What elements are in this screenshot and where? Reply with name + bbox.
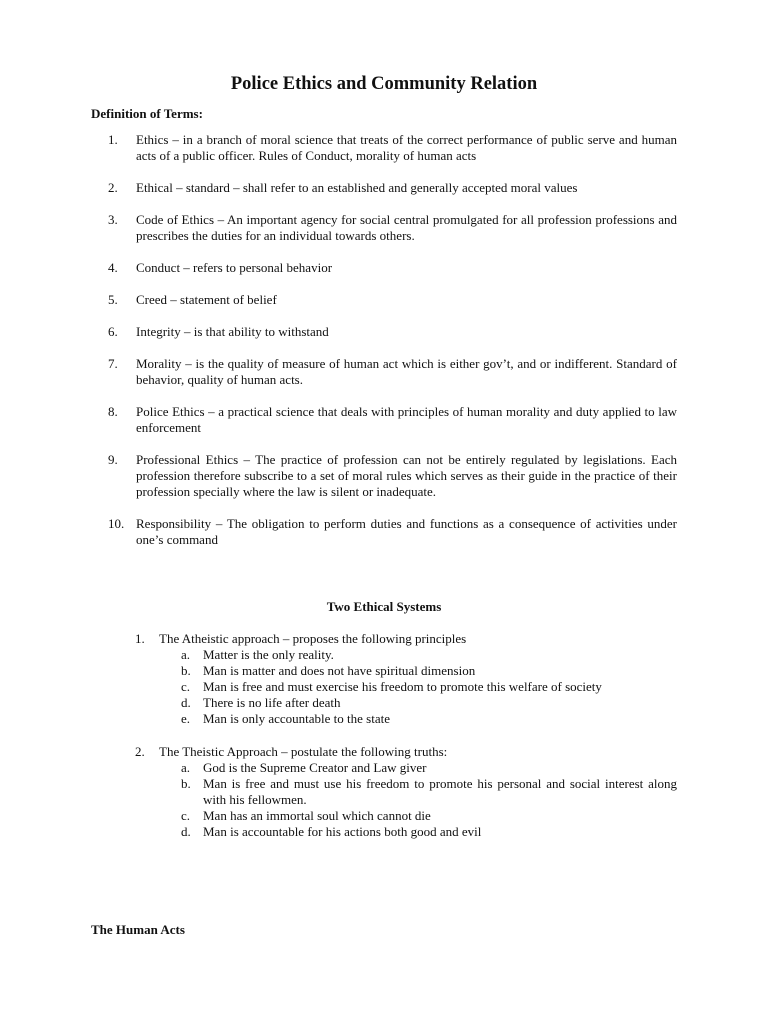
definition-item xyxy=(0,404,768,436)
theistic-system xyxy=(0,744,768,840)
list-item xyxy=(0,776,768,808)
principles-list xyxy=(0,647,768,727)
definition-number: 6. xyxy=(108,324,118,339)
definition-item xyxy=(0,516,768,548)
definitions-heading: Definition of Terms: xyxy=(91,106,203,121)
definition-text: Professional Ethics – The practice of profession can not be entirely regulated by legislations. Each profession therefore subscribe to a set of moral rules which serves as their guide in the practice of their profession specially where the law is silent or inadequate. xyxy=(136,452,677,499)
system-text: The Atheistic approach – proposes the following principles xyxy=(159,631,467,646)
item-text: Matter is the only reality. xyxy=(203,647,334,662)
item-letter: e. xyxy=(181,711,191,726)
item-text: Man is only accountable to the state xyxy=(203,711,391,726)
definition-text: Morality – is the quality of measure of human act which is either gov’t, and or indifferent. Standard of behavior, quality of human acts. xyxy=(136,356,677,387)
system-line xyxy=(0,631,768,647)
system-number: 2. xyxy=(135,744,145,759)
definition-item xyxy=(0,212,768,244)
definition-text: Integrity – is that ability to withstand xyxy=(136,324,329,339)
system-number: 1. xyxy=(135,631,145,646)
item-text: Man is matter and does not have spiritual dimension xyxy=(203,663,476,678)
definition-item xyxy=(0,324,768,340)
definition-number: 4. xyxy=(108,260,118,275)
definition-text: Ethics – in a branch of moral science that treats of the correct performance of public serve and human acts of a public officer. Rules of Conduct, morality of human acts xyxy=(136,132,677,163)
item-letter: c. xyxy=(181,808,191,823)
definition-number: 2. xyxy=(108,180,118,195)
system-text: The Theistic Approach – postulate the following truths: xyxy=(159,744,448,759)
definition-item xyxy=(0,292,768,308)
item-letter: a. xyxy=(181,647,191,662)
page-title: Police Ethics and Community Relation xyxy=(230,74,538,94)
definition-text: Police Ethics – a practical science that deals with principles of human morality and duty applied to law enforcement xyxy=(136,404,677,435)
list-item xyxy=(0,760,768,776)
definition-number: 3. xyxy=(108,212,118,227)
definition-number: 1. xyxy=(108,132,118,147)
item-text: There is no life after death xyxy=(203,695,341,710)
definition-text: Responsibility – The obligation to perform duties and functions as a consequence of activities under one’s command xyxy=(136,516,677,547)
definition-text: Ethical – standard – shall refer to an established and generally accepted moral values xyxy=(136,180,578,195)
definition-item xyxy=(0,356,768,388)
ethical-systems-heading: Two Ethical Systems xyxy=(326,599,442,614)
list-item xyxy=(0,808,768,824)
definition-item xyxy=(0,260,768,276)
definition-text: Code of Ethics – An important agency for social central promulgated for all profession professions and prescribes the duties for an individual towards others. xyxy=(136,212,677,243)
item-letter: c. xyxy=(181,679,191,694)
truths-list xyxy=(0,760,768,840)
definition-number: 10. xyxy=(108,516,125,531)
list-item xyxy=(0,663,768,679)
human-acts-heading: The Human Acts xyxy=(91,922,185,937)
item-letter: a. xyxy=(181,760,191,775)
item-letter: d. xyxy=(181,695,191,710)
list-item xyxy=(0,695,768,711)
definition-item xyxy=(0,180,768,196)
definition-text: Creed – statement of belief xyxy=(136,292,277,307)
list-item xyxy=(0,824,768,840)
list-item xyxy=(0,647,768,663)
definition-number: 7. xyxy=(108,356,118,371)
list-item xyxy=(0,711,768,727)
system-line xyxy=(0,744,768,760)
item-text: Man is accountable for his actions both good and evil xyxy=(203,824,482,839)
definition-number: 9. xyxy=(108,452,118,467)
item-text: Man is free and must exercise his freedom to promote this welfare of society xyxy=(203,679,602,694)
list-item xyxy=(0,679,768,695)
item-letter: d. xyxy=(181,824,191,839)
definition-number: 8. xyxy=(108,404,118,419)
item-letter: b. xyxy=(181,663,191,678)
definition-item xyxy=(0,452,768,500)
atheistic-system xyxy=(0,631,768,727)
item-text: Man is free and must use his freedom to promote his personal and social interest along with his fellowmen. xyxy=(203,776,677,807)
definition-number: 5. xyxy=(108,292,118,307)
definitions-list xyxy=(0,132,768,564)
item-text: Man has an immortal soul which cannot die xyxy=(203,808,431,823)
definition-text: Conduct – refers to personal behavior xyxy=(136,260,333,275)
item-text: God is the Supreme Creator and Law giver xyxy=(203,760,427,775)
item-letter: b. xyxy=(181,776,191,791)
definition-item xyxy=(0,132,768,164)
